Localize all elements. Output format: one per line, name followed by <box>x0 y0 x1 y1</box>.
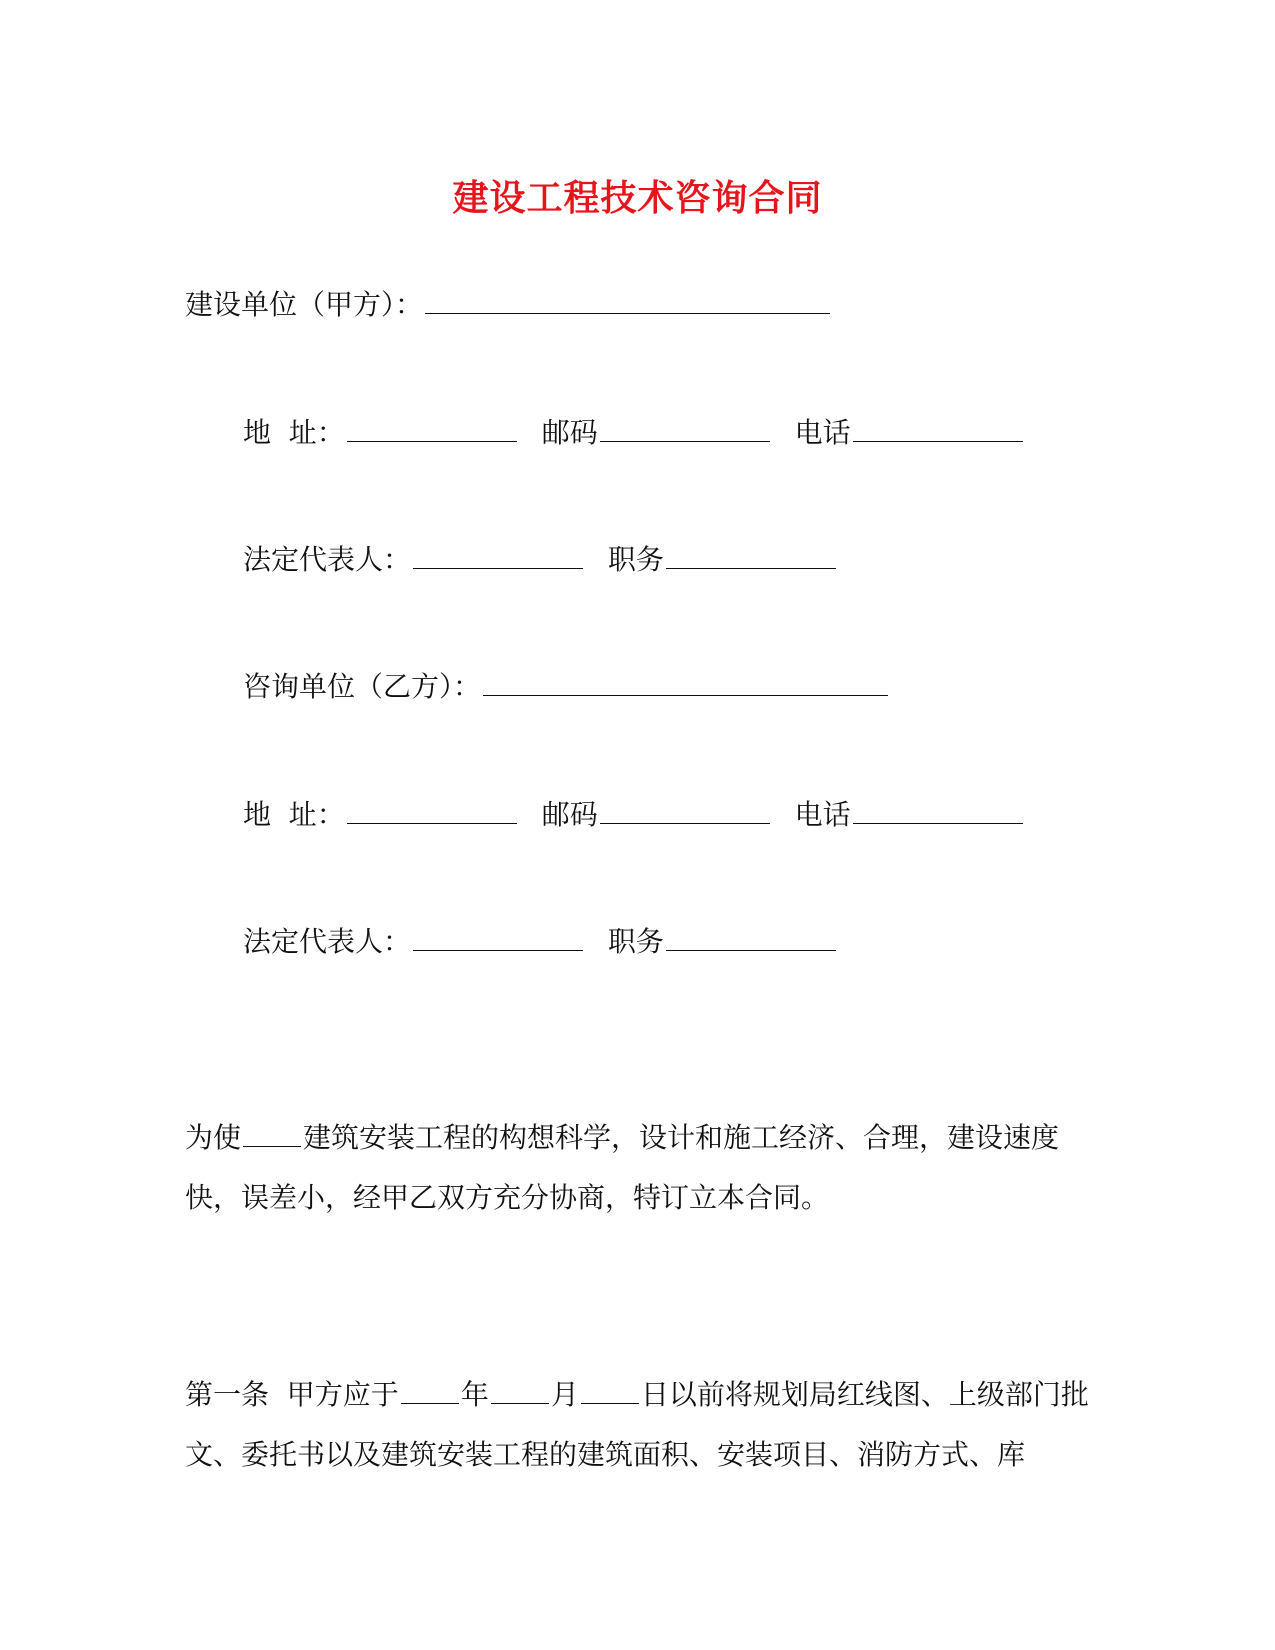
year-blank[interactable] <box>401 1375 459 1404</box>
project-blank[interactable] <box>243 1118 301 1147</box>
phone-blank[interactable] <box>853 795 1023 824</box>
address-label: 地 址： <box>243 416 345 449</box>
party-b-rep-line <box>243 922 838 960</box>
position-label: 职务 <box>607 543 664 576</box>
party-b-label: 咨询单位（乙方）： <box>243 670 482 703</box>
party-a-address-line <box>243 413 1025 451</box>
address-blank[interactable] <box>347 795 517 824</box>
postcode-blank[interactable] <box>600 413 770 442</box>
party-b-address-line <box>243 795 1025 833</box>
party-a-label: 建设单位（甲方）： <box>185 288 424 321</box>
year-label: 年 <box>460 1378 489 1411</box>
position-blank[interactable] <box>666 922 836 951</box>
article-1-text: 日以前将规划局红线图、上级部门批文、委托书以及建筑安装工程的建筑面积、安装项目、消防方式、库 <box>185 1378 1089 1471</box>
month-label: 月 <box>550 1378 579 1411</box>
rep-blank[interactable] <box>413 922 583 951</box>
position-label: 职务 <box>607 925 664 958</box>
intro-text: 建筑安装工程的构想科学，设计和施工经济、合理，建设速度快，误差小，经甲乙双方充分协商，特订立本合同。 <box>185 1121 1060 1214</box>
page-title: 建设工程技术咨询合同 <box>452 177 823 219</box>
postcode-blank[interactable] <box>600 795 770 824</box>
party-a-rep-line <box>243 540 838 578</box>
rep-label: 法定代表人： <box>243 543 412 576</box>
position-blank[interactable] <box>666 540 836 569</box>
rep-blank[interactable] <box>413 540 583 569</box>
article-1-lead: 第一条 甲方应于 <box>185 1378 399 1411</box>
party-b-name-blank[interactable] <box>483 667 888 696</box>
address-label: 地 址： <box>243 798 345 831</box>
rep-label: 法定代表人： <box>243 925 412 958</box>
month-blank[interactable] <box>491 1375 549 1404</box>
phone-label: 电话 <box>794 798 851 831</box>
phone-label: 电话 <box>794 416 851 449</box>
day-blank[interactable] <box>581 1375 639 1404</box>
phone-blank[interactable] <box>853 413 1023 442</box>
postcode-label: 邮码 <box>541 416 598 449</box>
party-b-line <box>243 667 890 705</box>
party-a-line <box>185 285 832 323</box>
address-blank[interactable] <box>347 413 517 442</box>
article-1-paragraph <box>185 1365 1095 1485</box>
party-a-name-blank[interactable] <box>425 285 830 314</box>
intro-paragraph <box>185 1108 1095 1228</box>
intro-prefix: 为使 <box>185 1121 242 1154</box>
postcode-label: 邮码 <box>541 798 598 831</box>
